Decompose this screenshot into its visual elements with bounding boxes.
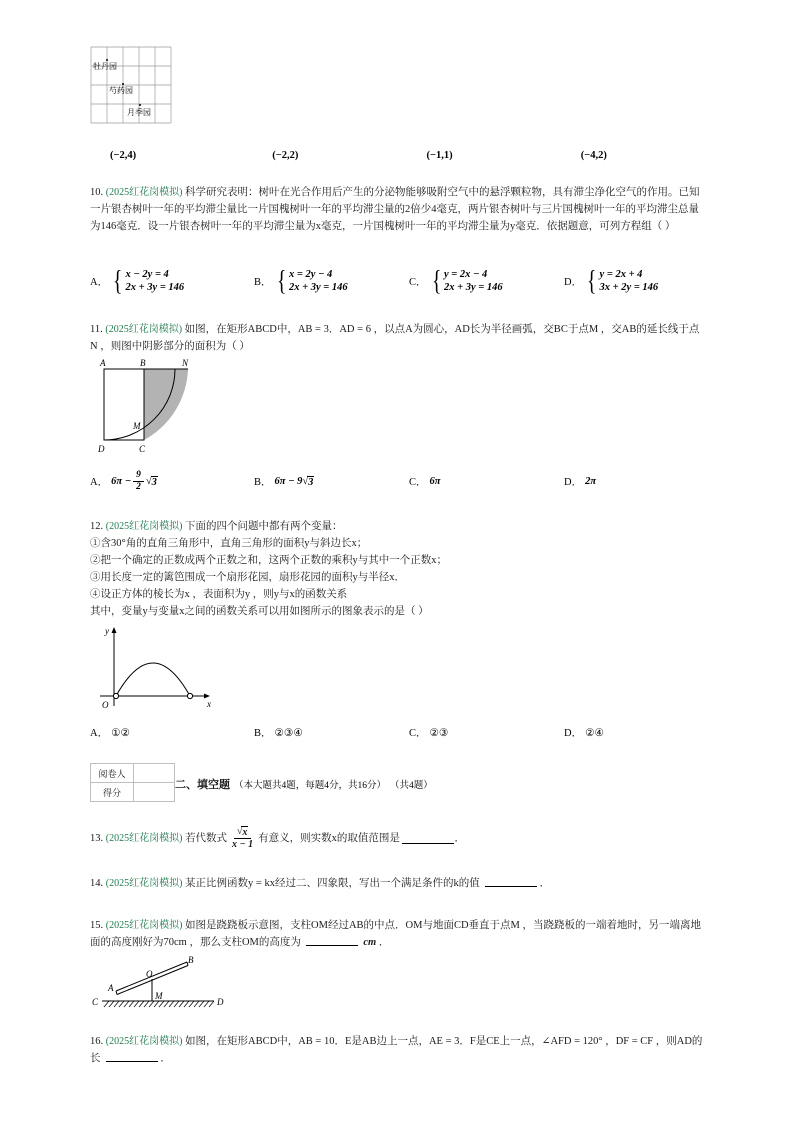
q15-end: ． [378,937,390,948]
svg-text:O: O [146,969,153,979]
q13-number: 13. [90,832,104,844]
q11-option-d[interactable] [564,470,709,493]
grid-dot-yueji [139,104,141,106]
q14-pre: 某正比例函数y = kx经过二、四象限，写出一个满足条件的k的值 [185,878,480,889]
q11-option-a[interactable] [90,470,254,493]
q16-number: 16. [90,1036,104,1047]
question-10-options-row [90,265,710,297]
section-2-heading [175,775,433,793]
grid-dot-mudan [106,59,108,61]
question-11-block [90,321,704,355]
svg-text:O: O [102,700,109,710]
brace-glyph: { [276,265,286,297]
q9-option-a[interactable]: (−2,4) [110,150,137,161]
q10-source-tag: (2025红花岗模拟) [105,187,183,198]
grader-value[interactable] [134,764,175,783]
q10-option-a-eq2: 2x + 3y = 146 [125,282,185,293]
q12-option-d-letter: D． [564,728,583,739]
question-9-options-row [110,150,730,161]
q12-option-b-letter: B． [254,728,272,739]
q12-tail: 其中，变量y与变量x之间的函数关系可以用如图所示的图象表示的是（ ） [90,606,429,617]
q12-number: 12. [90,521,104,532]
parabola-graph-figure [92,624,222,717]
svg-text:B: B [188,955,194,965]
q12-option-a-letter: A． [90,728,109,739]
section-2-subtitle: （本大题共4题，每题4分，共16分） [234,781,387,791]
q9-option-d[interactable]: (−4,2) [580,150,607,161]
q11-body: 如图，在矩形ABCD中，AB = 3．AD = 6 ，以点A为圆心，AD长为半径画弧，交BC于点M ，交AB的延长线于点N ，则图中阴影部分的面积为（ ） [90,324,700,352]
q11-option-d-letter: D． [564,477,583,488]
rectangle-arc-svg [92,357,272,457]
q10-option-d-eq2: 3x + 2y = 146 [599,282,659,293]
q10-option-a-letter: A． [90,276,109,288]
q12-option-b-expr: ②③④ [274,727,303,739]
seesaw-figure [88,955,248,1020]
q12-lead: 下面的四个问题中都有两个变量： [185,521,343,532]
svg-text:C: C [139,444,146,454]
svg-text:A: A [100,358,106,368]
q10-option-d-letter: D． [564,276,583,288]
rectangle-arc-figure [92,357,272,462]
grader-label: 阅卷人 [91,764,134,783]
q12-item-4: ④设正方体的棱长为x ，表面积为y ，则y与x的函数关系 [90,589,348,600]
q13-source-tag: (2025红花岗模拟) [105,832,183,844]
q10-option-c[interactable] [409,265,564,297]
q12-item-3: ③用长度一定的篱笆围成一个扇形花园，扇形花园的面积y与半径x． [90,572,405,583]
q13-end: ． [454,832,465,844]
q11-option-c-letter: C． [409,477,427,488]
q13-fraction-denominator: x − 1 [232,839,254,850]
grader-score-table [90,763,175,802]
svg-text:M: M [133,421,141,431]
question-10-block [90,184,704,235]
q12-option-b[interactable] [254,725,409,740]
q10-number: 10. [90,187,104,198]
q10-body: 科学研究表明：树叶在光合作用后产生的分泌物能够吸附空气中的悬浮颗粒物，具有滞尘净化空气的作用。已知一片银杏树叶一年的平均滞尘量比一片国槐树叶一年的平均滞尘量的2倍少4毫克，两片银杏树叶与三片国槐树叶一年的平均滞尘总量为146毫克．设一片银杏树叶一年的平均滞尘量为x毫克，一片国槐树叶一年的平均滞尘量为y毫克．依据题意，可列方程组（ ） [90,187,700,232]
svg-text:M: M [155,991,163,1001]
q14-answer-blank[interactable] [485,875,537,887]
q10-option-c-system [430,265,503,297]
q10-option-d[interactable] [564,265,709,297]
question-15-block [90,917,704,951]
question-11-options-row [90,470,710,493]
svg-text:x: x [207,699,211,709]
q13-fraction-numerator [234,826,252,839]
q12-option-a[interactable] [90,725,254,740]
svg-text:y: y [105,626,109,636]
q10-option-b-letter: B． [254,276,272,288]
svg-text:B: B [140,358,146,368]
q10-option-a[interactable] [90,265,254,297]
q11-option-a-letter: A． [90,477,109,488]
q11-option-b-expr: 6π − 9 √ 3 [274,475,314,488]
q10-option-a-eq1: x − 2y = 4 [125,269,169,280]
q12-option-d[interactable] [564,725,709,740]
q10-option-b[interactable] [254,265,409,297]
q11-option-d-expr: 2π [585,476,597,487]
q11-option-c[interactable] [409,470,564,493]
q13-post: 有意义，则实数x的取值范围是 [258,832,400,844]
q16-source-tag: (2025红花岗模拟) [105,1036,183,1047]
table-row-grader [91,764,175,783]
q13-answer-blank[interactable] [402,832,454,844]
q12-item-2: ②把一个确定的正数成两个正数之和，这两个正数的乘积y与其中一个正数x； [90,555,447,566]
brace-glyph: { [431,265,441,297]
q15-unit: cm [363,937,377,948]
seesaw-svg [88,955,248,1015]
q15-source-tag: (2025红花岗模拟) [105,920,183,931]
q10-option-c-eq2: 2x + 3y = 146 [443,282,503,293]
svg-text:N: N [182,358,189,368]
q15-answer-blank[interactable] [306,934,358,946]
score-value[interactable] [134,783,175,802]
q12-lead-line [90,518,704,535]
q11-number: 11. [90,324,103,335]
sqrt-x: √ x [236,826,248,838]
svg-text:C: C [92,997,99,1007]
q16-body: 如图，在矩形ABCD中，AB = 10．E是AB边上一点，AE = 3．F是CE上一点，∠AFD = 120° ，DF = CF ，则AD的长 [90,1036,703,1064]
q12-item-1: ①含30°角的直角三角形中，直角三角形的面积y与斜边长x； [90,538,368,549]
question-16-block [90,1033,704,1067]
q14-end: ． [539,878,551,889]
q12-option-c[interactable] [409,725,564,740]
garden-grid-figure [90,46,172,124]
question-13-block [90,826,704,850]
q13-fraction [229,826,256,850]
q12-option-d-expr: ②④ [585,727,604,739]
q12-option-c-letter: C． [409,728,427,739]
svg-text:D: D [98,444,105,454]
garden-label-shaoyao: 芍药园 [109,86,133,95]
q12-source-tag: (2025红花岗模拟) [105,521,183,532]
q11-source-tag: (2025红花岗模拟) [105,324,183,335]
q15-number: 15. [90,920,104,931]
question-12-block [90,518,704,620]
q12-option-a-expr: ①② [111,727,130,739]
svg-text:D: D [217,997,224,1007]
q10-option-d-system [585,265,659,297]
q10-option-b-eq1: x = 2y − 4 [288,269,333,280]
q10-option-b-system [275,265,348,297]
svg-text:A: A [108,983,114,993]
parabola-svg [92,624,222,712]
q10-option-a-system [111,265,185,297]
fraction-nine-halves: $\frac{9}{2}$ [133,470,144,493]
q14-source-tag: (2025红花岗模拟) [105,878,183,889]
table-row-score [91,783,175,802]
q9-option-b[interactable]: (−2,2) [272,150,299,161]
section-2-title: 二、填空题 [175,779,230,791]
q13-pre: 若代数式 [185,832,228,844]
q11-option-b[interactable] [254,470,409,493]
q9-option-c[interactable]: (−1,1) [426,150,453,161]
garden-label-mudan: 牡丹园 [93,62,117,71]
q10-option-c-letter: C． [409,276,427,288]
q10-option-b-eq2: 2x + 3y = 146 [288,282,348,293]
q16-answer-blank[interactable] [106,1050,158,1062]
q15-body: 如图是跷跷板示意图，支柱OM经过AB的中点．OM与地面CD垂直于点M ，当跷跷板的一端着地时，另一端离地面的高度刚好为70cm ，那么支柱OM的高度为 [90,920,702,948]
q12-option-c-expr: ②③ [429,727,449,739]
sqrt-three: √ 3 [145,475,157,488]
q10-option-d-eq1: y = 2x + 4 [599,269,643,280]
question-14-block [90,875,704,892]
question-12-options-row [90,725,710,740]
q14-number: 14. [90,878,104,889]
garden-label-yueji: 月季园 [127,108,151,117]
q10-option-c-eq1: y = 2x − 4 [443,269,488,280]
brace-glyph: { [113,265,123,297]
section-2-count: （共4题） [390,781,433,791]
q11-option-b-letter: B． [254,477,272,488]
score-label: 得分 [91,783,134,802]
q11-option-a-expr: 6π − $\frac{9}{2}$ √ 3 [111,470,157,492]
q16-end: ． [160,1053,171,1064]
grid-dot-shaoyao [122,83,124,85]
brace-glyph: { [587,265,597,297]
sqrt-three: √ 3 [302,475,314,488]
q11-option-c-expr: 6π [429,476,441,487]
